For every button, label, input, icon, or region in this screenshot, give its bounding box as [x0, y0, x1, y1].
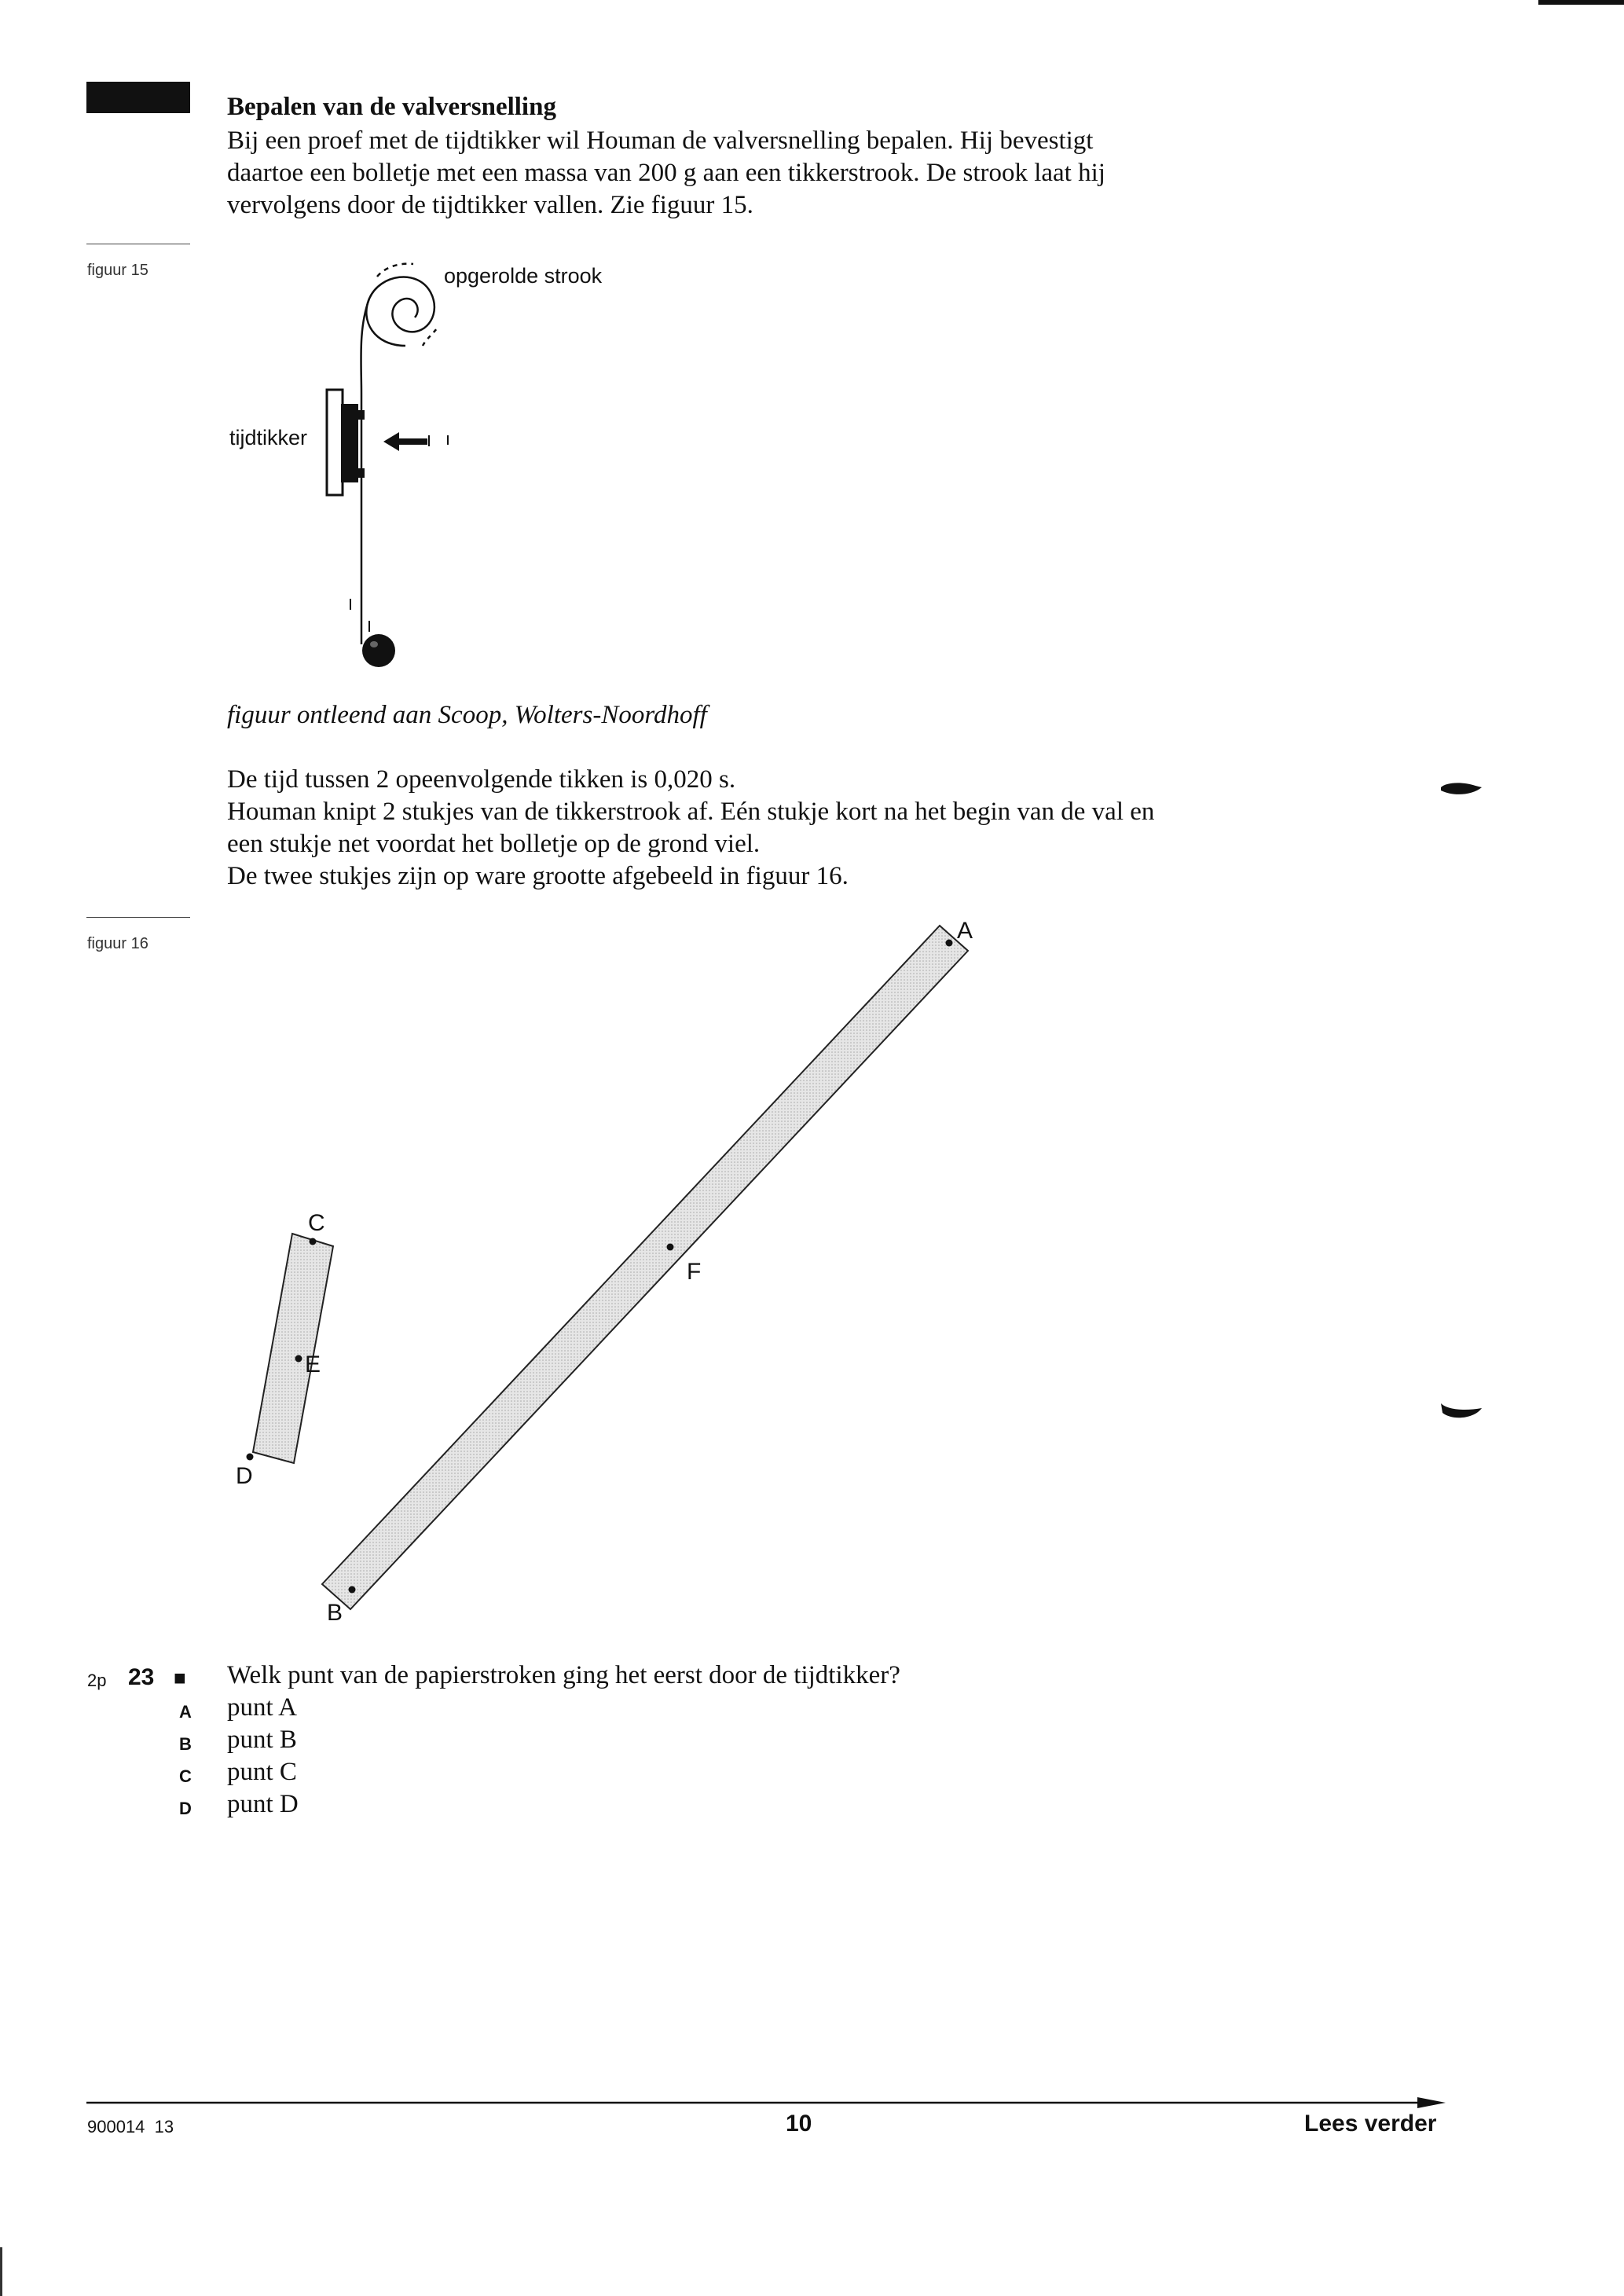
- section-title: Bepalen van de valversnelling: [227, 93, 556, 121]
- section-marker-block: [86, 82, 190, 113]
- question-points: 2p: [87, 1671, 107, 1690]
- option-letter-b: B: [179, 1734, 192, 1754]
- left-edge-mark: [0, 2247, 2, 2296]
- figure15-caption: figuur ontleend aan Scoop, Wolters-Noordhoff: [227, 701, 707, 729]
- intro-line: daartoe een bolletje met een massa van 200 g aan een tikkerstrook. De strook laat hij: [227, 159, 1105, 187]
- footer-code: 900014 13: [87, 2117, 174, 2136]
- ticker-label: tijdtikker: [229, 426, 308, 449]
- page-edge-mark: [1538, 0, 1624, 5]
- option-letter-c: C: [179, 1766, 192, 1786]
- point-label-e: E: [305, 1352, 321, 1377]
- intro-paragraph: [227, 125, 1105, 222]
- point-label-b: B: [327, 1600, 343, 1626]
- question-marker: ■: [174, 1666, 186, 1689]
- option-letter-a: A: [179, 1702, 192, 1722]
- point-c-dot: [310, 1238, 317, 1245]
- middle-line: een stukje net voordat het bolletje op de grond viel.: [227, 830, 761, 858]
- point-a-dot: [946, 940, 953, 947]
- point-label-a: A: [957, 918, 973, 944]
- point-label-d: D: [236, 1463, 253, 1489]
- point-label-f: F: [687, 1259, 702, 1285]
- scan-mark-upper: [1438, 770, 1485, 801]
- figure16-rule: [86, 917, 190, 918]
- coil-label: opgerolde strook: [444, 264, 603, 288]
- point-e-dot: [295, 1355, 302, 1363]
- question-number: 23: [128, 1664, 155, 1690]
- middle-paragraph: [227, 764, 1154, 893]
- continue-label[interactable]: Lees verder: [1304, 2111, 1437, 2136]
- point-f-dot: [667, 1244, 674, 1251]
- figure15-label: figuur 15: [87, 262, 148, 279]
- question-text: Welk punt van de papierstroken ging het eerst door de tijdtikker?: [227, 1661, 900, 1689]
- point-d-dot: [247, 1454, 254, 1461]
- figure16-drawing: [196, 904, 1021, 1642]
- option-b[interactable]: punt B: [227, 1726, 297, 1754]
- point-b-dot: [349, 1586, 356, 1594]
- figure15-drawing: [220, 236, 660, 676]
- option-d[interactable]: punt D: [227, 1790, 299, 1818]
- long-strip: [322, 926, 968, 1609]
- middle-line: De twee stukjes zijn op ware grootte afgebeeld in figuur 16.: [227, 862, 849, 890]
- page-number: 10: [786, 2111, 812, 2136]
- scan-mark-lower: [1438, 1394, 1485, 1425]
- option-c[interactable]: punt C: [227, 1758, 297, 1786]
- short-strip: [253, 1234, 333, 1463]
- middle-line: Houman knipt 2 stukjes van de tikkerstrook af. Eén stukje kort na het begin van de val en: [227, 798, 1155, 826]
- figure16-label: figuur 16: [87, 935, 148, 952]
- point-label-c: C: [308, 1210, 325, 1236]
- middle-line: De tijd tussen 2 opeenvolgende tikken is 0,020 s.: [227, 765, 736, 794]
- option-a[interactable]: punt A: [227, 1693, 297, 1722]
- intro-line: vervolgens door de tijdtikker vallen. Zie figuur 15.: [227, 191, 753, 219]
- footer-rule-arrow-icon: [86, 2090, 1446, 2109]
- intro-line: Bij een proef met de tijdtikker wil Houman de valversnelling bepalen. Hij bevestigt: [227, 127, 1094, 155]
- option-letter-d: D: [179, 1799, 192, 1818]
